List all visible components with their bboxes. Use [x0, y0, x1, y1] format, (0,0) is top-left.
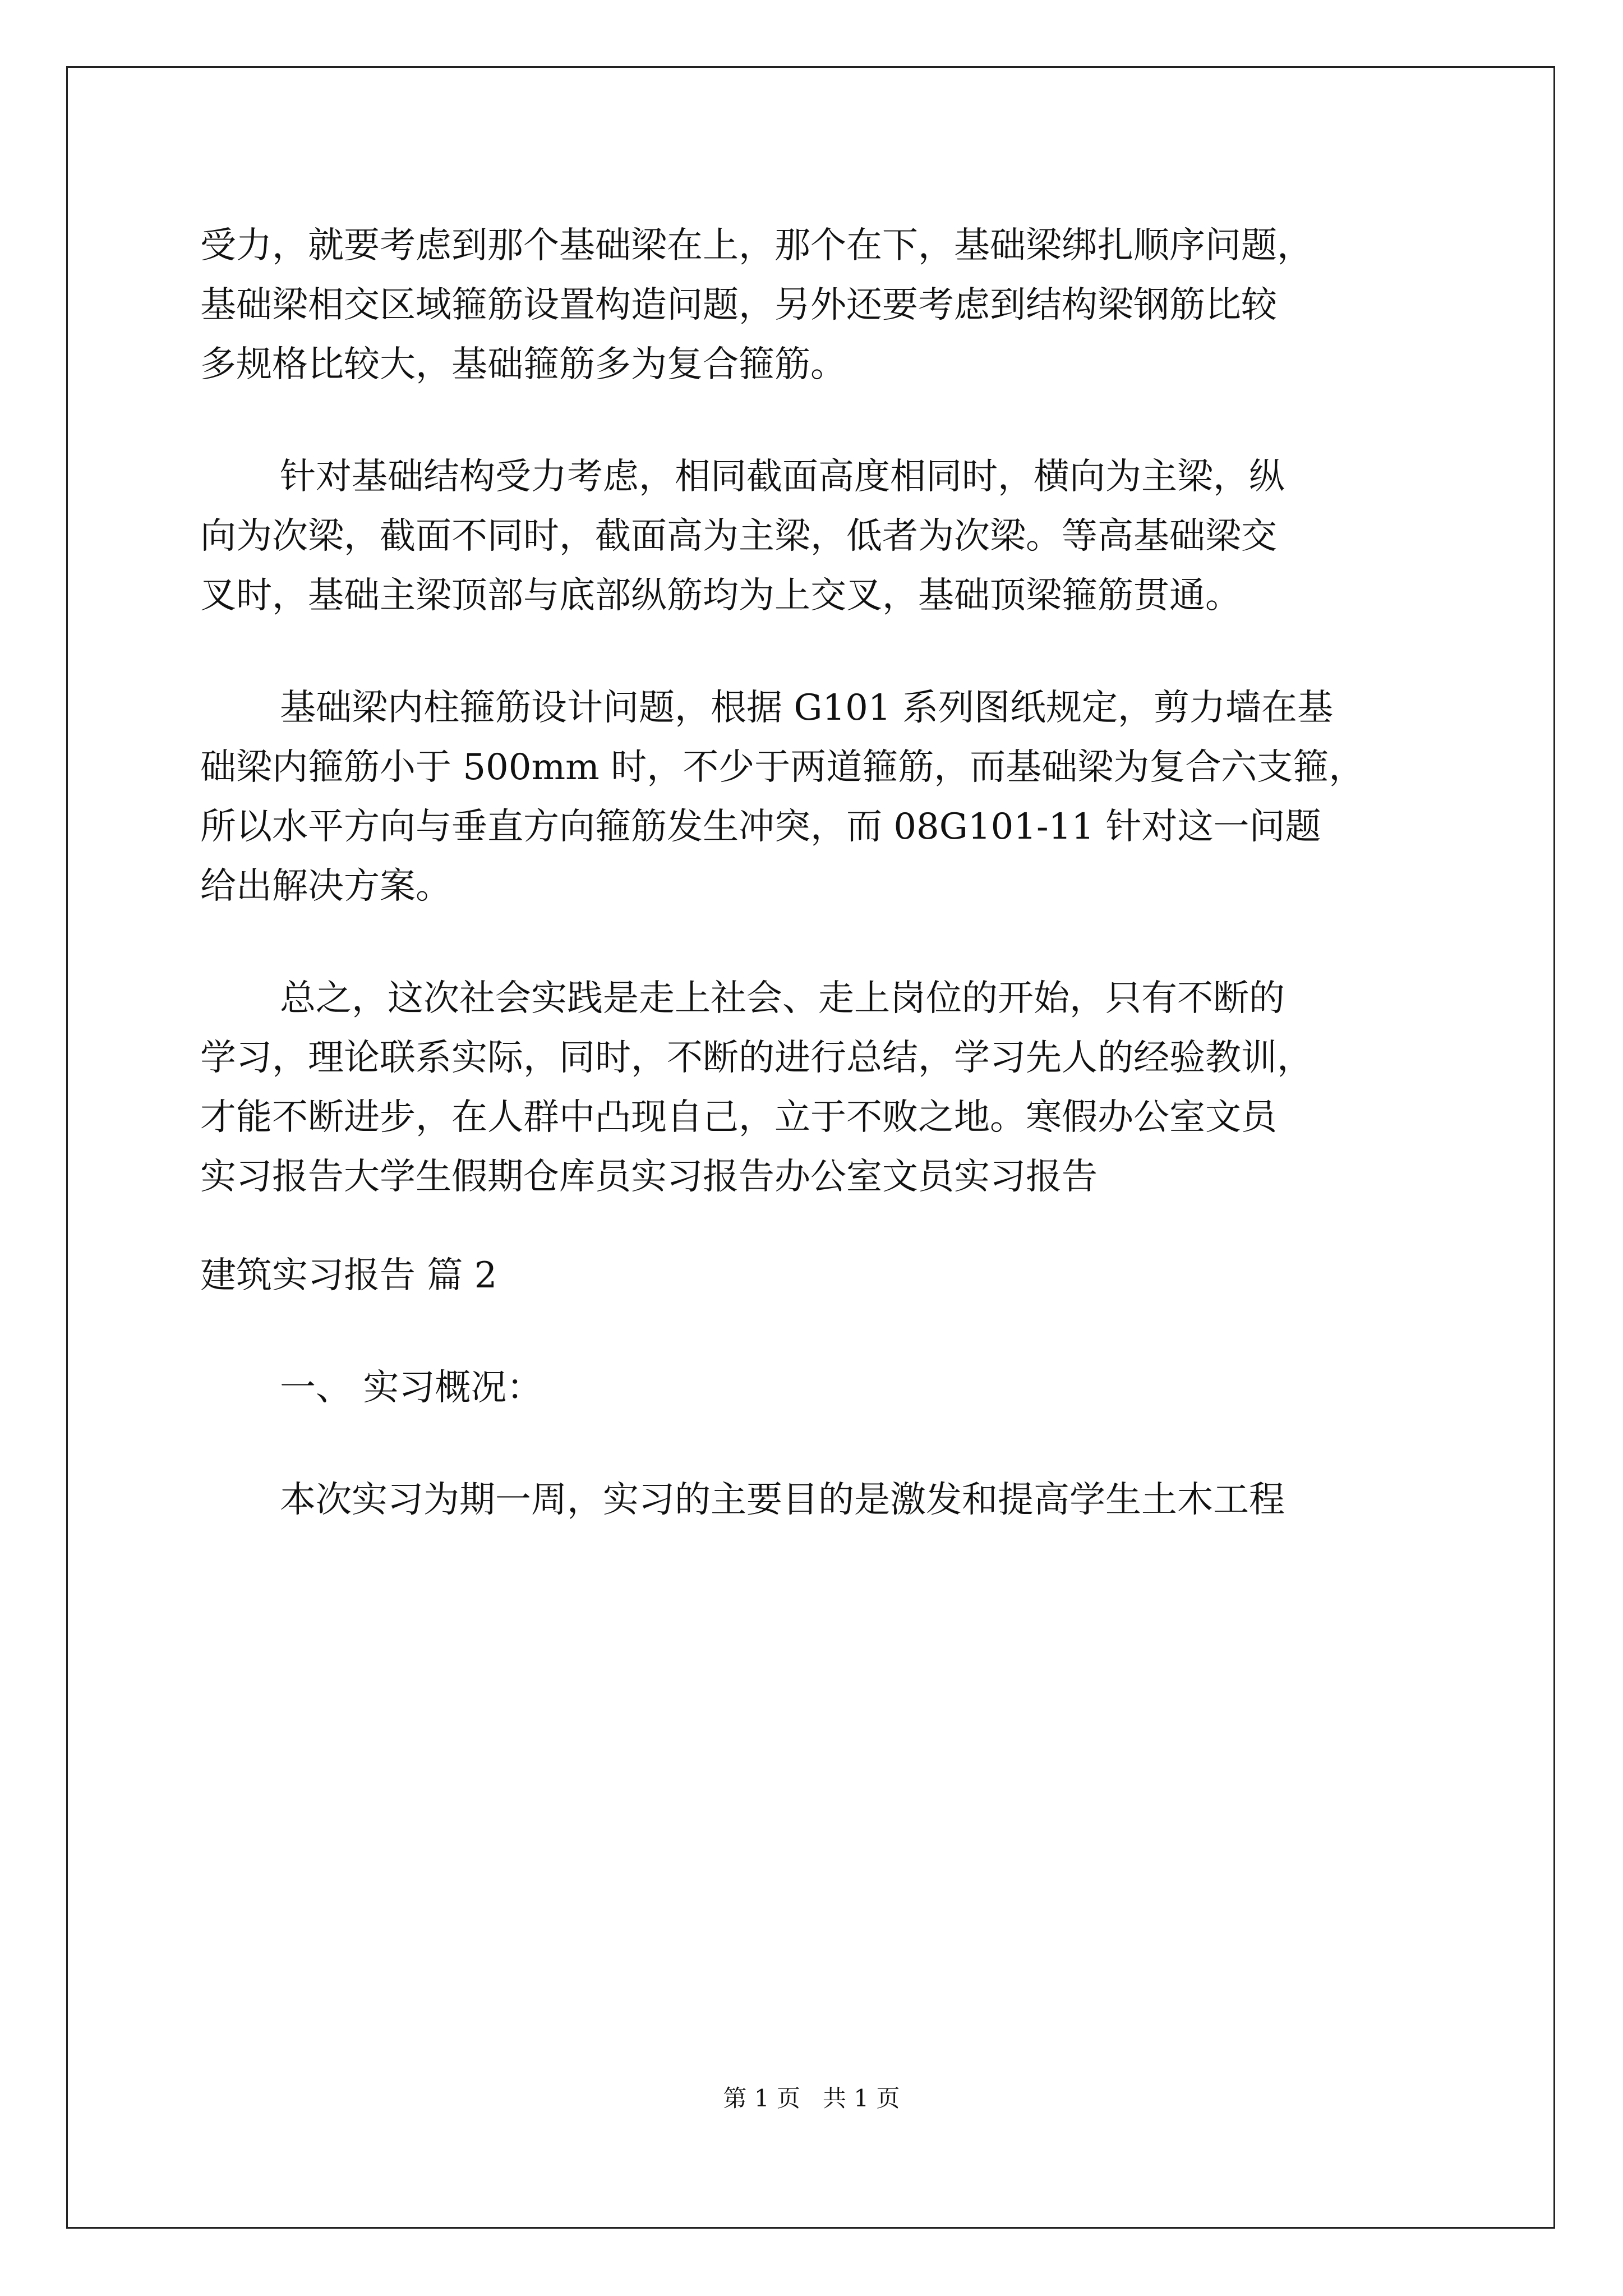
text-line: 叉时，基础主梁顶部与底部纵筋均为上交叉，基础顶梁箍筋贯通。 [200, 575, 1241, 616]
paragraph-4 [200, 969, 1434, 1207]
text-line: 给出解决方案。 [200, 866, 451, 907]
paragraph-3 [200, 678, 1434, 916]
text-line: 针对基础结构受力考虑，相同截面高度相同时，横向为主梁，纵 [280, 456, 1285, 498]
text-line: 基础梁相交区域箍筋设置构造问题，另外还要考虑到结构梁钢筋比较 [200, 284, 1277, 326]
paragraph-1 [200, 216, 1434, 394]
text-line: 向为次梁，截面不同时，截面高为主梁，低者为次梁。等高基础梁交 [200, 516, 1277, 557]
page-footer: 第 1 页 共 1 页 [723, 2085, 900, 2112]
text-line: 基础梁内柱箍筋设计问题，根据 G101 系列图纸规定，剪力墙在基 [280, 687, 1333, 729]
paragraph-5: 本次实习为期一周，实习的主要目的是激发和提高学生土木工程 [280, 1479, 1285, 1521]
document-body [200, 216, 1434, 1530]
text-line: 所以水平方向与垂直方向箍筋发生冲突，而 08G101-11 针对这一问题 [200, 806, 1321, 848]
text-line: 受力，就要考虑到那个基础梁在上，那个在下，基础梁绑扎顺序问题， [200, 225, 1313, 266]
text-line: 础梁内箍筋小于 500mm 时，不少于两道箍筋，而基础梁为复合六支箍， [200, 747, 1365, 788]
text-line: 总之，这次社会实践是走上社会、走上岗位的开始，只有不断的 [280, 978, 1285, 1019]
subheading: 一、 实习概况： [280, 1367, 543, 1409]
text-line: 多规格比较大，基础箍筋多为复合箍筋。 [200, 344, 846, 385]
paragraph-2 [200, 447, 1434, 625]
text-line: 才能不断进步，在人群中凸现自己，立于不败之地。寒假办公室文员 [200, 1097, 1277, 1138]
text-line: 学习，理论联系实际，同时，不断的进行总结，学习先人的经验教训， [200, 1037, 1313, 1079]
section-title: 建筑实习报告 篇 2 [200, 1255, 497, 1296]
text-line: 实习报告大学生假期仓库员实习报告办公室文员实习报告 [200, 1156, 1098, 1198]
